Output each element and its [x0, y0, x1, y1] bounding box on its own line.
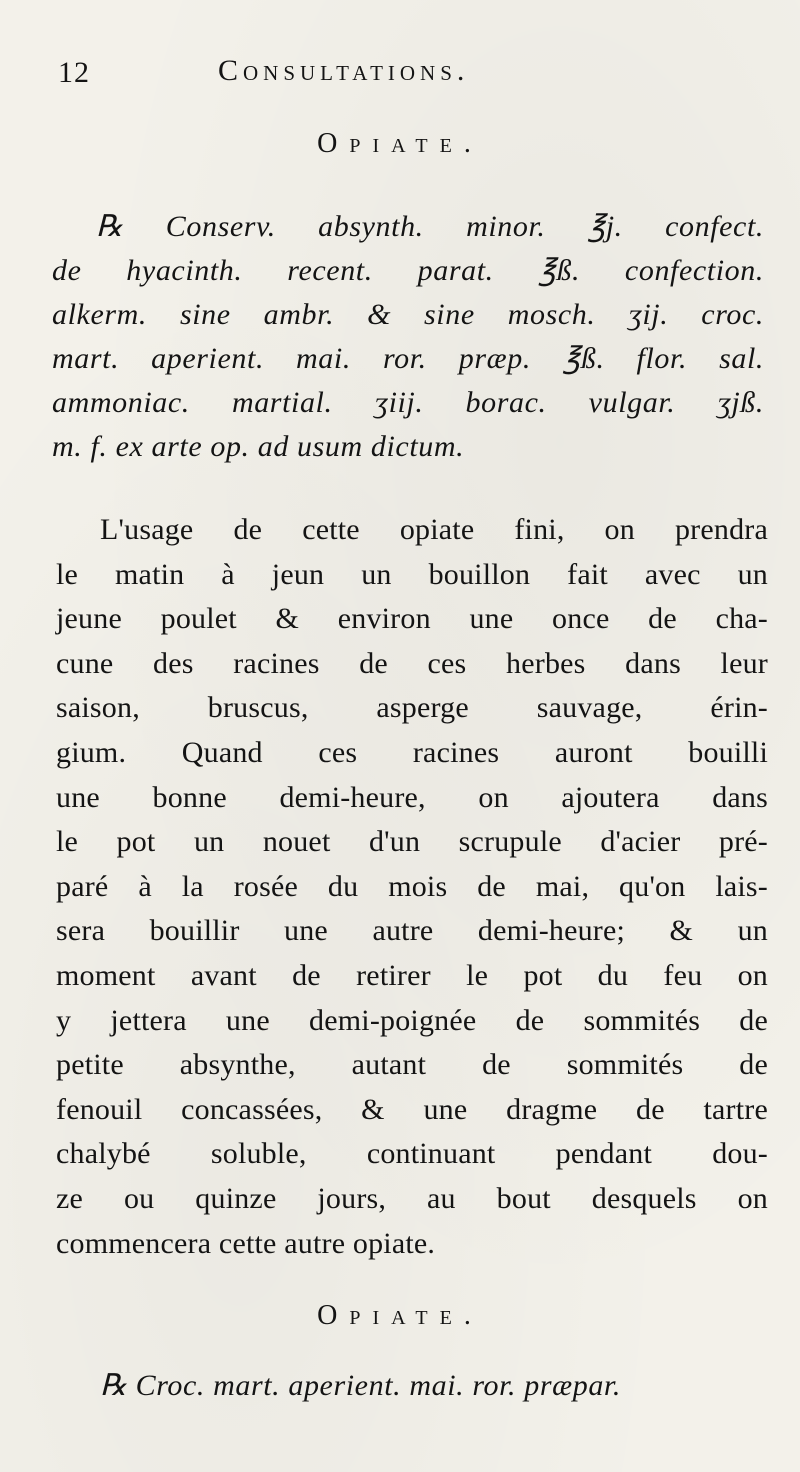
body-line: saison, bruscus, asperge sauvage, érin- [56, 691, 768, 725]
body-line: commencera cette autre opiate. [56, 1226, 436, 1260]
body-line: cune des racines de ces herbes dans leur [56, 646, 768, 680]
body-line: L'usage de cette opiate fini, on prendra [100, 513, 768, 546]
body-paragraph [56, 508, 768, 1266]
body-line: petite absynthe, autant de sommités de [56, 1048, 768, 1082]
page-header [58, 50, 738, 98]
body-line: y jettera une demi-poignée de sommités de [56, 1003, 768, 1037]
body-line: gium. Quand ces racines auront bouilli [56, 735, 768, 769]
section-title-opiate-2: Opiate. [317, 1300, 483, 1331]
recipe-line: m. f. ex arte op. ad usum dictum. [52, 430, 465, 463]
recipe-line: de hyacinth. recent. parat. ℥ß. confection. [52, 254, 764, 287]
body-line: paré à la rosée du mois de mai, qu'on lais- [56, 869, 768, 903]
recipe-line: mart. aperient. mai. ror. præp. ℥ß. flor. sal. [52, 342, 764, 375]
body-line: le pot un nouet d'un scrupule d'acier pré- [56, 825, 768, 859]
body-line: une bonne demi-heure, on ajoutera dans [56, 780, 768, 814]
body-line: jeune poulet & environ une once de cha- [56, 602, 768, 636]
recipe-1 [52, 205, 764, 469]
recipe-line: ammoniac. martial. ʒiij. borac. vulgar. ʒjß. [52, 386, 764, 419]
body-line: le matin à jeun un bouillon fait avec un [56, 557, 768, 591]
recipe-line: ℞ Conserv. absynth. minor. ℥j. confect. [96, 210, 764, 243]
body-line: moment avant de retirer le pot du feu on [56, 958, 768, 992]
page-number: 12 [58, 56, 90, 89]
body-line: chalybé soluble, continuant pendant dou- [56, 1137, 768, 1171]
section-title-opiate-1: Opiate. [317, 128, 483, 159]
recipe-2-line: ℞ Croc. mart. aperient. mai. ror. præpar. [100, 1369, 621, 1402]
body-line: sera bouillir une autre demi-heure; & un [56, 914, 768, 948]
recipe-line: alkerm. sine ambr. & sine mosch. ʒij. croc. [52, 298, 764, 331]
body-line: fenouil concassées, & une dragme de tartre [56, 1092, 768, 1126]
body-line: ze ou quinze jours, au bout desquels on [56, 1181, 768, 1215]
running-head: Consultations. [218, 54, 470, 87]
